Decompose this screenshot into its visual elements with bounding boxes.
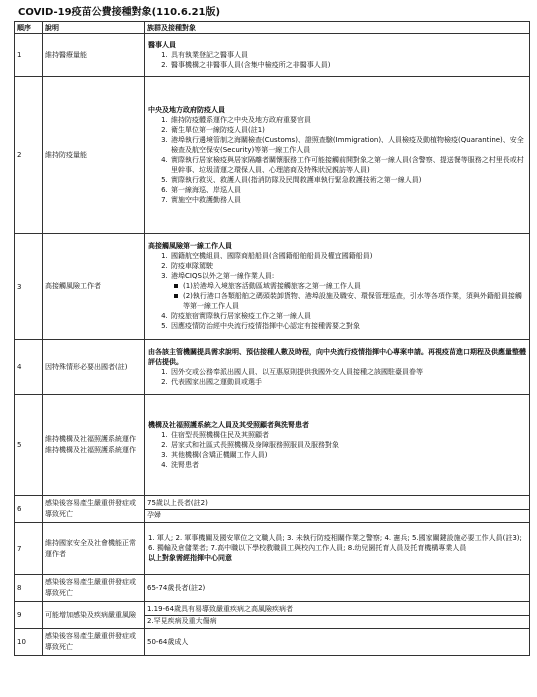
sub-list-item: (1)於港埠入境旅客活動區域需接觸旅客之第一線工作人員	[183, 281, 527, 291]
row-desc: 維持國家安全及社會機能正常運作者	[43, 523, 145, 575]
table-row	[15, 523, 530, 575]
list-item: 2. 防疫車隊駕駛	[170, 261, 527, 271]
row-target	[145, 234, 530, 340]
list-item: 3. 港埠CIQS以外之第一線作業人員:	[170, 271, 527, 281]
group-heading: 機構及社福照護系統之人員及其受照顧者與洗腎患者	[148, 420, 309, 429]
table-header-row	[15, 22, 530, 34]
list-item: 2. 代表國家出國之運動員或選手	[170, 377, 527, 387]
row-target	[145, 34, 530, 77]
list-item: 5. 因應疫情防治經中央流行疫情指揮中心認定有接種需要之對象	[170, 321, 527, 331]
table-row	[15, 395, 530, 496]
list-item: 1. 具有執業登記之醫事人員	[170, 50, 527, 60]
list-item: 1. 國籍航空機組員、國際商船船員(含國籍船舶船員及權宜國籍船員)	[170, 251, 527, 261]
row-target	[145, 77, 530, 234]
row-target: 65-74歲長者(註2)	[145, 575, 530, 602]
list-item: 2. 居家式和社區式長照機構及身障服務照服員及服務對象	[170, 440, 527, 450]
row-target	[145, 340, 530, 395]
target-line: 2.罕見疾病及重大傷病	[145, 615, 529, 627]
document-title: COVID-19疫苗公費接種對象(110.6.21版)	[18, 7, 221, 18]
row-seq: 1	[15, 34, 43, 77]
row-seq: 7	[15, 523, 43, 575]
list-item: 1. 維持防疫體系運作之中央及地方政府重要官員	[170, 115, 527, 125]
row-desc: 可能增加感染及疾病嚴重風險	[43, 602, 145, 629]
target-text: 1. 軍人; 2. 軍事機關及國安單位之文職人員; 3. 未執行防疫相關作業之警察; 4. 憲兵; 5.國家關鍵設施必要工作人員(註3); 6. 獨輸及倉儲業者; 7.高中職以下學校教職員工與校內工作人員; 8.幼兒園托育人員及托育機構專業人員	[148, 534, 522, 552]
target-line: 75歲以上長者(註2)	[147, 498, 208, 507]
table-row	[15, 602, 530, 629]
table-row	[15, 340, 530, 395]
table-row	[15, 575, 530, 602]
table-row	[15, 496, 530, 523]
list-item: 2. 衛生單位第一線防疫人員(註1)	[170, 125, 527, 135]
row-seq: 2	[15, 77, 43, 234]
list-item: 2. 醫事機構之非醫事人員(含集中檢疫所之非醫事人員)	[170, 60, 527, 70]
row-seq: 4	[15, 340, 43, 395]
list-item: 1. 因外交或公務奉派出國人員、以互惠原則提供我國外交人員接種之該國駐臺員眷等	[170, 367, 527, 377]
row-seq: 10	[15, 629, 43, 656]
table-row	[15, 77, 530, 234]
list-item: 3. 其他機構(含矯正機關工作人員)	[170, 450, 527, 460]
row-desc: 維持機構及社福照護系統運作維持機構及社福照護系統運作	[43, 395, 145, 496]
row-seq: 3	[15, 234, 43, 340]
list-item: 1. 住宿型長照機構住民及其照顧者	[170, 430, 527, 440]
list-item: 6. 第一線海巡、岸巡人員	[170, 185, 527, 195]
row-seq: 6	[15, 496, 43, 523]
group-heading: 中央及地方政府防疫人員	[148, 105, 225, 114]
target-line: 孕婦	[145, 509, 529, 521]
row-target	[145, 496, 530, 523]
list-item: 5. 實際執行救災、救護人員(指消防隊及民間救護車執行緊急救護技術之第一線人員)	[170, 175, 527, 185]
table-row	[15, 234, 530, 340]
row-seq: 8	[15, 575, 43, 602]
group-heading: 高接觸風險第一線工作人員	[148, 242, 232, 250]
list-item: 4. 洗腎患者	[170, 460, 527, 470]
list-item: 4. 實際執行居家檢疫與居家隔離者關懷服務工作可能接觸前開對象之第一線人員(含警察、提送餐等服務之村里長或村里幹事、垃圾清運之環保人員、心理諮商及特殊狀況親訪等人員)	[170, 155, 527, 175]
header-seq: 順序	[15, 22, 43, 34]
row-desc: 維持醫療量能	[43, 34, 145, 77]
group-heading: 由各該主管機關提具需求說明、預估接種人數及時程，向中央流行疫情指揮中心專案申請。再視疫苗進口期程及供應量整體評估提供。	[148, 347, 526, 366]
target-line: 1.19-64歲具有易導致嚴重疾病之高風險疾病者	[147, 604, 294, 613]
row-seq: 9	[15, 602, 43, 629]
sub-list-item: (2)執行港口各類船舶之碼頭裝卸貨物、港埠設施及職安、環保管理巡查，引水等各項作業，須與外籍船員接觸等第一線工作人員	[183, 291, 527, 311]
group-heading: 醫事人員	[148, 40, 176, 49]
list-item: 3. 港埠執行邊境管制之海關檢查(Customs)、證照查驗(Immigration)、人員檢疫及動植物檢疫(Quarantine)、安全檢查及航空保安(Security)等第一線工作人員	[170, 135, 527, 155]
row-desc: 感染後容易產生嚴重併發症或導致死亡	[43, 575, 145, 602]
vaccine-priority-table	[14, 21, 530, 656]
table-row	[15, 629, 530, 656]
row-desc: 高接觸風險工作者	[43, 234, 145, 340]
target-footnote: 以上對象需經指揮中心同意	[148, 554, 232, 562]
list-item: 7. 實施空中救護勤務人員	[170, 195, 527, 205]
header-target: 族群及接種對象	[145, 22, 530, 34]
table-row	[15, 34, 530, 77]
row-target	[145, 602, 530, 629]
row-desc: 因特殊情形必要出國者(註)	[43, 340, 145, 395]
row-desc: 感染後容易產生嚴重併發症或導致死亡	[43, 496, 145, 523]
row-desc: 感染後容易產生嚴重併發症或導致死亡	[43, 629, 145, 656]
row-desc: 維持防疫量能	[43, 77, 145, 234]
list-item: 4. 防疫旅宿實際執行居家檢疫工作之第一線人員	[170, 311, 527, 321]
row-seq: 5	[15, 395, 43, 496]
row-target: 50-64歲成人	[145, 629, 530, 656]
row-target	[145, 523, 530, 575]
row-target	[145, 395, 530, 496]
header-desc: 說明	[43, 22, 145, 34]
